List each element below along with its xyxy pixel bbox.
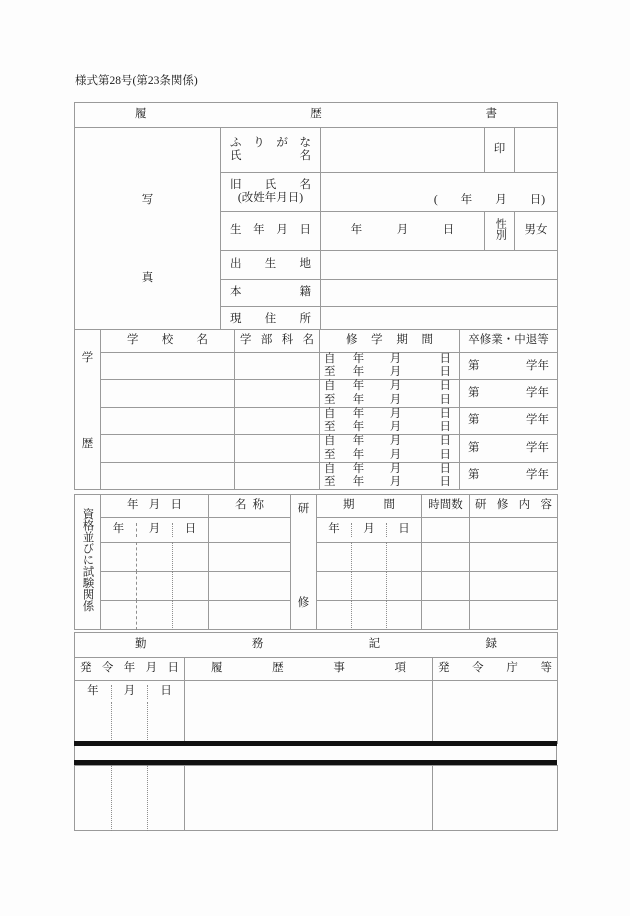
period-from-day: 日 — [439, 462, 451, 475]
period-to-year: 年 — [352, 448, 365, 461]
qualifications-side-label-cell — [75, 495, 101, 630]
training-period-field[interactable] — [317, 518, 422, 543]
education-completion-field[interactable] — [460, 462, 558, 489]
work-record-title-cell — [75, 633, 558, 658]
table-row — [75, 380, 558, 407]
table-row — [75, 407, 558, 434]
qualification-year: 年 — [112, 523, 125, 536]
training-content-field[interactable] — [470, 601, 558, 630]
grade-prefix: 第 — [468, 359, 480, 372]
period-to-year: 年 — [352, 421, 365, 434]
work-record-day: 日 — [147, 685, 184, 698]
qualifications-training-table — [74, 494, 558, 630]
qualifications-header-name-label: 名称 — [235, 499, 264, 512]
work-record-date-field[interactable] — [75, 766, 185, 831]
training-hours-field[interactable] — [422, 543, 470, 572]
period-from-day: 日 — [439, 380, 451, 393]
work-record-header-date — [75, 658, 185, 681]
name-row — [75, 128, 558, 173]
gender-field[interactable]: 男女 — [515, 212, 558, 251]
training-content-field[interactable] — [470, 543, 558, 572]
form-number-label: 様式第28号(第23条関係) — [75, 75, 198, 87]
education-side-label-cell — [75, 330, 101, 490]
period-to-month: 月 — [389, 448, 402, 461]
training-hours-field[interactable] — [422, 601, 470, 630]
education-header-completion-label: 卒修業・中退等 — [468, 334, 549, 347]
training-header-content — [470, 495, 558, 518]
period-from-mark: 自 — [324, 462, 336, 475]
period-from-year: 年 — [352, 353, 365, 365]
table-row — [75, 462, 558, 489]
qualification-name-field[interactable] — [209, 601, 291, 630]
period-to-month: 月 — [389, 475, 402, 488]
work-record-year: 年 — [87, 685, 99, 698]
address-label: 現住所 — [230, 313, 311, 326]
gender-label: 性別 — [494, 217, 507, 240]
table-row — [75, 766, 558, 831]
grade-suffix: 学年 — [526, 414, 549, 427]
qualifications-header-date — [101, 495, 209, 518]
education-department-field[interactable] — [235, 353, 320, 380]
training-period-field[interactable] — [317, 601, 422, 630]
education-period-field[interactable] — [320, 353, 460, 380]
education-department-field[interactable] — [235, 462, 320, 489]
period-to-day: 日 — [439, 366, 451, 379]
education-period-field[interactable] — [320, 462, 460, 489]
training-hours-field[interactable] — [422, 572, 470, 601]
period-to-mark: 至 — [324, 366, 336, 379]
work-record-date-field[interactable] — [75, 681, 185, 744]
work-record-header-agency-label: 発令庁等 — [438, 662, 553, 675]
furigana-label: ふりがな — [230, 136, 311, 149]
period-to-mark: 至 — [324, 448, 336, 461]
training-header-content-label: 研修内容 — [475, 499, 552, 512]
period-from-month: 月 — [389, 407, 402, 420]
table-row — [75, 353, 558, 380]
former-name-date-label: (改姓年月日) — [237, 192, 304, 204]
birthdate-field[interactable]: 年 月 日 — [321, 212, 485, 251]
education-department-field[interactable] — [235, 380, 320, 407]
grade-prefix: 第 — [468, 469, 480, 482]
training-header-hours-label: 時間数 — [428, 499, 463, 512]
former-name-date-value: ( 年 月 日) — [433, 193, 546, 206]
education-header-school-label: 学校名 — [127, 334, 208, 347]
education-period-field[interactable] — [320, 380, 460, 407]
education-school-field[interactable] — [101, 407, 235, 434]
qualifications-side-label: 資格並びに試験関係 — [81, 508, 94, 612]
table-row — [75, 601, 558, 630]
former-name-label-cell — [221, 173, 321, 212]
period-from-mark: 自 — [324, 353, 336, 365]
training-header-hours — [422, 495, 470, 518]
birthdate-label: 生年月日 — [230, 224, 311, 237]
qualification-day: 日 — [172, 523, 208, 536]
qualification-name-field[interactable] — [209, 543, 291, 572]
period-to-year: 年 — [352, 393, 365, 406]
training-content-field[interactable] — [470, 572, 558, 601]
work-record-table — [74, 632, 558, 744]
period-to-mark: 至 — [324, 421, 336, 434]
training-year: 年 — [328, 523, 340, 536]
qualification-date-field[interactable] — [101, 543, 209, 572]
education-period-field[interactable] — [320, 407, 460, 434]
table-row — [75, 543, 558, 572]
period-from-year: 年 — [352, 462, 365, 475]
photo-label-bottom: 真 — [141, 271, 154, 284]
qualification-date-field[interactable] — [101, 601, 209, 630]
grade-prefix: 第 — [468, 387, 480, 400]
training-day: 日 — [386, 523, 421, 536]
birthplace-field[interactable] — [321, 251, 558, 280]
qualification-month: 月 — [136, 523, 172, 536]
training-content-field[interactable] — [470, 518, 558, 543]
education-completion-field[interactable] — [460, 380, 558, 407]
work-record-header-item-label: 履歴事項 — [211, 662, 406, 675]
period-to-month: 月 — [389, 366, 402, 379]
education-header-period — [320, 330, 460, 353]
training-side-label-cell — [291, 495, 317, 630]
period-from-mark: 自 — [324, 435, 336, 448]
period-to-day: 日 — [439, 448, 451, 461]
training-side-label-top: 研 — [297, 503, 310, 516]
work-record-header-date-label: 発令年月日 — [80, 662, 179, 675]
work-record-month: 月 — [111, 685, 148, 698]
name-label: 氏名 — [230, 150, 311, 162]
domicile-label-cell — [221, 280, 321, 307]
period-from-year: 年 — [352, 380, 365, 393]
period-from-year: 年 — [352, 435, 365, 448]
education-department-field[interactable] — [235, 435, 320, 462]
work-record-header-agency — [433, 658, 558, 681]
work-record-item-field[interactable] — [185, 766, 433, 831]
period-from-month: 月 — [389, 462, 402, 475]
table-row — [75, 572, 558, 601]
document-title: 履歴書 — [135, 108, 498, 121]
seal-label-cell: 印 — [485, 128, 515, 173]
qualification-name-field[interactable] — [209, 572, 291, 601]
period-from-day: 日 — [439, 407, 451, 420]
domicile-label: 本籍 — [230, 286, 311, 299]
education-school-field[interactable] — [101, 380, 235, 407]
training-month: 月 — [351, 523, 386, 536]
former-name-date-field[interactable] — [321, 173, 558, 212]
education-school-field[interactable] — [101, 462, 235, 489]
period-to-year: 年 — [352, 366, 365, 379]
education-header-row — [75, 330, 558, 353]
seal-field[interactable] — [515, 128, 558, 173]
work-record-agency-field[interactable] — [433, 766, 558, 831]
period-to-month: 月 — [389, 393, 402, 406]
period-to-mark: 至 — [324, 475, 336, 488]
qualifications-header-row — [75, 495, 558, 518]
education-completion-field[interactable] — [460, 435, 558, 462]
training-side-label-bottom: 修 — [297, 596, 310, 609]
education-history-table — [74, 329, 558, 490]
period-from-day: 日 — [439, 435, 451, 448]
qualifications-header-name — [209, 495, 291, 518]
period-from-month: 月 — [389, 353, 402, 365]
personal-information-table — [74, 102, 558, 334]
education-header-completion — [460, 330, 558, 353]
period-to-day: 日 — [439, 475, 451, 488]
photo-cell[interactable] — [75, 128, 221, 334]
grade-suffix: 学年 — [526, 387, 549, 400]
qualification-name-field[interactable] — [209, 518, 291, 543]
education-completion-field[interactable] — [460, 353, 558, 380]
period-from-day: 日 — [439, 353, 451, 365]
work-record-header-item — [185, 658, 433, 681]
photo-label-top: 写 — [141, 193, 154, 206]
birthplace-label: 出生地 — [230, 258, 311, 271]
education-header-period-label: 修学期間 — [346, 334, 433, 347]
qualifications-header-date-label: 年月日 — [127, 499, 182, 512]
work-record-title-row — [75, 633, 558, 658]
training-header-period-label: 期間 — [343, 499, 395, 512]
table-row — [75, 681, 558, 744]
birthdate-label-cell — [221, 212, 321, 251]
work-record-header-row — [75, 658, 558, 681]
document-title-cell — [75, 103, 558, 128]
education-department-field[interactable] — [235, 407, 320, 434]
qualification-date-field[interactable] — [101, 518, 209, 543]
grade-prefix: 第 — [468, 441, 480, 454]
period-to-day: 日 — [439, 421, 451, 434]
former-name-label: 旧氏名 — [230, 178, 311, 191]
period-to-month: 月 — [389, 421, 402, 434]
divider-blank-strip — [74, 746, 557, 760]
qualification-date-field[interactable] — [101, 572, 209, 601]
training-period-field[interactable] — [317, 543, 422, 572]
work-record-agency-field[interactable] — [433, 681, 558, 744]
training-period-field[interactable] — [317, 572, 422, 601]
grade-prefix: 第 — [468, 414, 480, 427]
name-value-field[interactable] — [321, 128, 485, 173]
period-to-year: 年 — [352, 475, 365, 488]
education-school-field[interactable] — [101, 435, 235, 462]
education-header-department — [235, 330, 320, 353]
title-row — [75, 103, 558, 128]
education-side-label-bottom: 歴 — [81, 438, 94, 451]
education-completion-field[interactable] — [460, 407, 558, 434]
grade-suffix: 学年 — [526, 441, 549, 454]
work-record-item-field[interactable] — [185, 681, 433, 744]
education-school-field[interactable] — [101, 353, 235, 380]
education-header-department-label: 学部科名 — [240, 334, 314, 347]
education-period-field[interactable] — [320, 435, 460, 462]
period-from-year: 年 — [352, 407, 365, 420]
period-to-day: 日 — [439, 393, 451, 406]
gender-label-cell — [485, 212, 515, 251]
training-header-period — [317, 495, 422, 518]
period-from-month: 月 — [389, 380, 402, 393]
work-record-continuation-table — [74, 765, 558, 831]
table-row — [75, 435, 558, 462]
birthplace-label-cell — [221, 251, 321, 280]
training-hours-field[interactable] — [422, 518, 470, 543]
domicile-field[interactable] — [321, 280, 558, 307]
furigana-name-label-cell — [221, 128, 321, 173]
education-side-label-top: 学 — [81, 352, 94, 365]
period-from-mark: 自 — [324, 407, 336, 420]
period-from-month: 月 — [389, 435, 402, 448]
education-header-school — [101, 330, 235, 353]
period-from-mark: 自 — [324, 380, 336, 393]
grade-suffix: 学年 — [526, 359, 549, 372]
work-record-title: 勤務記録 — [135, 638, 498, 651]
period-to-mark: 至 — [324, 393, 336, 406]
grade-suffix: 学年 — [526, 469, 549, 482]
